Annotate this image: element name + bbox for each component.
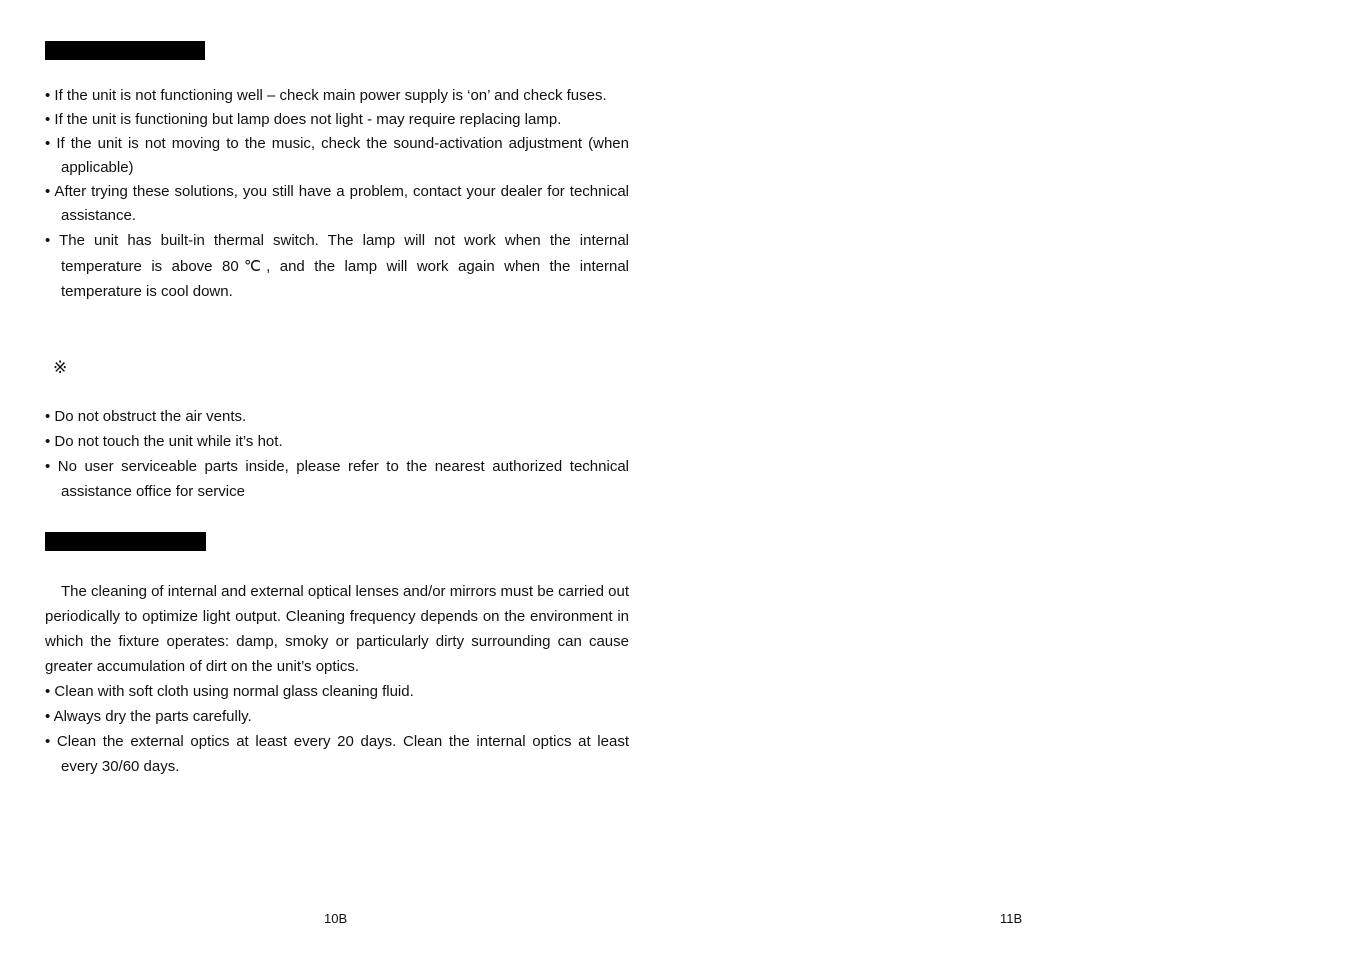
cleaning-item: • Always dry the parts carefully. [45,708,252,725]
troubleshooting-item: • If the unit is not functioning well – check main power supply is ‘on’ and check fuses. [45,87,607,104]
reference-mark-icon: ※ [53,358,68,378]
page-number-right: 11B [1000,911,1023,926]
troubleshooting-item: • If the unit is not moving to the music, check the sound-activation adjustment (when applicable) [45,135,629,176]
caution-list [45,404,629,504]
cleaning-item: • Clean with soft cloth using normal glass cleaning fluid. [45,683,414,700]
troubleshooting-list [45,84,629,305]
caution-item: • Do not touch the unit while it’s hot. [45,433,283,450]
cleaning-paragraph: The cleaning of internal and external optical lenses and/or mirrors must be carried out periodically to optimize light output. Cleaning frequency depends on the environment in which the fixture operates: damp, smoky or particularly dirty surrounding can cause greater accumulation of dirt on the unit’s optics. [45,583,629,675]
troubleshooting-item: • After trying these solutions, you still have a problem, contact your dealer for technical assistance. [45,183,629,224]
cleaning-section [45,579,629,779]
caution-item: • No user serviceable parts inside, please refer to the nearest authorized technical assistance office for service [45,458,629,500]
section-heading-bar-cleaning [45,532,206,551]
troubleshooting-item: • If the unit is functioning but lamp does not light - may require replacing lamp. [45,111,562,128]
caution-item: • Do not obstruct the air vents. [45,408,247,425]
cleaning-item: • Clean the external optics at least every 20 days. Clean the internal optics at least every 30/60 days. [45,733,629,775]
troubleshooting-item: • The unit has built-in thermal switch. The lamp will not work when the internal temperature is above 80℃, and the lamp will work again when the internal temperature is cool down. [45,232,629,300]
page-number-left: 10B [324,911,348,926]
section-heading-bar-troubleshooting [45,41,205,60]
